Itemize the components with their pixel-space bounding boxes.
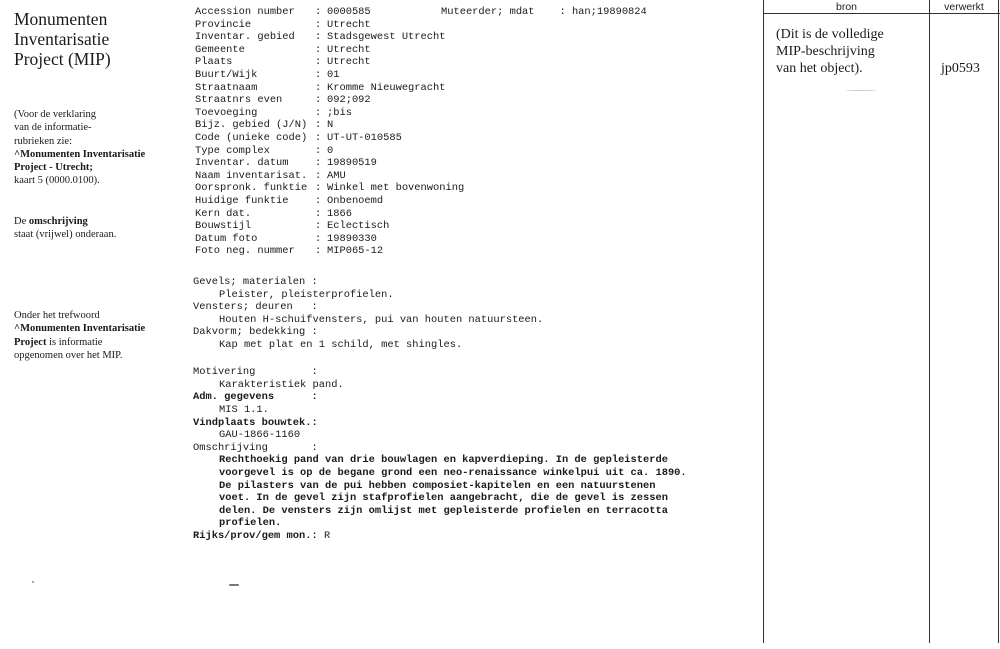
dakvorm-value: Kap met plat en 1 schild, met shingles. (219, 338, 463, 351)
field-label: Inventar. gebied (195, 31, 295, 44)
field-value: 19890330 (327, 232, 377, 245)
record-sections (193, 276, 687, 542)
bron-line: (Dit is de volledige (776, 27, 884, 42)
field-value: Utrecht (327, 43, 371, 56)
column-divider (998, 0, 999, 643)
motivering-value: Karakteristiek pand. (219, 378, 344, 391)
field-label: Oorspronk. funktie (195, 182, 308, 195)
field-separator: : (315, 169, 322, 182)
field-value: N (327, 119, 334, 132)
scan-speck (229, 584, 239, 586)
note-prefix: De (14, 216, 29, 227)
field-label: Bouwstijl (195, 220, 252, 233)
field-label: Plaats (195, 56, 233, 69)
field-value: Kromme Nieuwegracht (327, 81, 446, 94)
field-separator: : (315, 194, 322, 207)
field-separator: : (315, 119, 322, 132)
title-line-3: Project (MIP) (14, 49, 111, 69)
note-bold-line: ^Monumenten Inventarisatie (14, 323, 146, 335)
omschrijving-line: De pilasters van de pui hebben composiet-kapitelen en een natuurstenen (219, 479, 656, 492)
field-value: Winkel met bovenwoning (327, 182, 465, 195)
adm-value: MIS 1.1. (219, 403, 269, 416)
field-value: 0000585 (327, 6, 371, 18)
field-separator: : (315, 81, 322, 94)
field-value: Onbenoemd (327, 194, 384, 207)
page-title (14, 9, 111, 69)
field-label: Datum foto (195, 232, 258, 245)
column-divider (929, 0, 930, 643)
bron-note (776, 26, 884, 77)
vensters-value: Houten H-schuifvensters, pui van houten natuursteen. (219, 313, 544, 326)
note-line: Onder het trefwoord (14, 310, 100, 321)
field-label: Foto neg. nummer (195, 245, 295, 258)
field-label: Straatnaam (195, 81, 258, 94)
note-line (14, 336, 145, 349)
field-separator: : (315, 182, 322, 195)
field-value: 01 (327, 68, 340, 81)
note-bold-word: omschrijving (28, 216, 88, 227)
note-line: (Voor de verklaring (14, 109, 97, 120)
title-line-1: Monumenten (14, 9, 108, 29)
vindplaats-value: GAU-1866-1160 (219, 429, 301, 442)
field-label: Accession number (195, 6, 295, 18)
field-label: Code (unieke code) (195, 131, 308, 144)
note-line: kaart 5 (0000.0100). (14, 175, 100, 187)
rijks-value: R (323, 529, 331, 542)
field-value: Utrecht (327, 18, 371, 31)
field-label: Huidige funktie (195, 194, 289, 207)
field-separator: : (315, 207, 322, 220)
header-divider (763, 13, 1000, 14)
field-value: Eclectisch (327, 220, 390, 233)
omschrijving-line: voet. In de gevel zijn stafprofielen aangebracht, die de gevel is zessen (219, 492, 668, 505)
spacer (193, 352, 687, 365)
field-label: Buurt/Wijk (195, 68, 258, 81)
note-rest: is informatie (46, 336, 103, 348)
field-separator: : (315, 220, 322, 233)
field-label: Bijz. gebied (J/N) (195, 119, 308, 132)
field-separator: : (315, 31, 322, 44)
field-label: Toevoeging (195, 106, 258, 119)
field-value: Utrecht (327, 56, 371, 69)
vindplaats-label: Vindplaats bouwtek.: (193, 416, 318, 429)
field-value: Stadsgewest Utrecht (327, 31, 446, 44)
verwerkt-value: jp0593 (941, 61, 980, 76)
rijks-field (193, 530, 687, 543)
info-note-trefwoord (14, 309, 145, 362)
field-value: 1866 (327, 207, 352, 220)
field-separator: : (315, 106, 322, 119)
note-bold-word: Project (14, 336, 47, 348)
column-header-bron: bron (835, 1, 857, 13)
note-bold-line: ^Monumenten Inventarisatie (14, 148, 146, 160)
vensters-label: Vensters; deuren : (193, 301, 318, 314)
field-separator: : (315, 144, 322, 157)
note-line: rubrieken zie: (14, 135, 73, 147)
rijks-label: Rijks/prov/gem mon.: (193, 529, 318, 542)
title-line-2: Inventarisatie (14, 29, 110, 49)
field-value: MIP065-12 (327, 245, 384, 258)
note-line: van de informatie- (14, 122, 92, 134)
note-bold-line: Project - Utrecht; (14, 162, 93, 174)
info-note-explanation (14, 108, 145, 188)
field-label: Inventar. datum (195, 157, 289, 170)
field-separator: : (315, 6, 322, 18)
field-label: Type complex (195, 144, 270, 157)
dakvorm-label: Dakvorm; bedekking : (193, 326, 318, 339)
field-label: Naam inventarisat. (195, 169, 308, 182)
field-value: ;bis (327, 106, 352, 119)
field-value: AMU (327, 169, 346, 182)
info-note-omschrijving (14, 215, 116, 242)
note-line (14, 215, 116, 228)
omschrijving-line: profielen. (219, 517, 282, 530)
field-separator: : (315, 245, 322, 258)
field-value: UT-UT-010585 (327, 131, 402, 144)
field-label: Gemeente (195, 43, 245, 56)
field-separator: : (315, 131, 322, 144)
field-value: 0 (327, 144, 334, 157)
bron-line: MIP-beschrijving (776, 44, 875, 59)
column-header-verwerkt: verwerkt (944, 1, 984, 13)
field-label: Straatnrs even (195, 94, 283, 107)
field-separator: : (315, 68, 322, 81)
field-value: 19890519 (327, 157, 377, 170)
gevels-value: Pleister, pleisterprofielen. (219, 288, 394, 301)
column-divider (763, 0, 764, 643)
note-line: staat (vrijwel) onderaan. (14, 229, 117, 241)
field-separator: : (315, 232, 322, 245)
gevels-label: Gevels; materialen : (193, 276, 318, 288)
field-label: Provincie (195, 18, 252, 31)
field-separator: : (315, 56, 322, 69)
adm-label: Adm. gegevens : (193, 391, 318, 404)
bron-line: van het object). (776, 61, 863, 76)
motivering-label: Motivering : (193, 366, 318, 379)
scan-speck (32, 581, 34, 583)
field-separator: : (315, 94, 322, 107)
field-separator: : (315, 43, 322, 56)
field-separator: : (315, 18, 322, 31)
omschrijving-line: voorgevel is op de begane grond een neo-renaissance winkelpui uit ca. 1890. (219, 466, 687, 479)
field-value: 092;092 (327, 94, 371, 107)
omschrijving-line: delen. De vensters zijn omlijst met gepleisterde profielen en terracotta (219, 504, 668, 517)
muteerder-field: Muteerder; mdat : han;19890824 (441, 6, 647, 18)
field-separator: : (315, 157, 322, 170)
note-line: opgenomen over het MIP. (14, 349, 123, 361)
omschrijving-label: Omschrijving : (193, 441, 318, 454)
scan-speck (846, 90, 876, 91)
omschrijving-line: Rechthoekig pand van drie bouwlagen en kapverdieping. In de gepleisterde (219, 454, 668, 467)
field-label: Kern dat. (195, 207, 252, 220)
